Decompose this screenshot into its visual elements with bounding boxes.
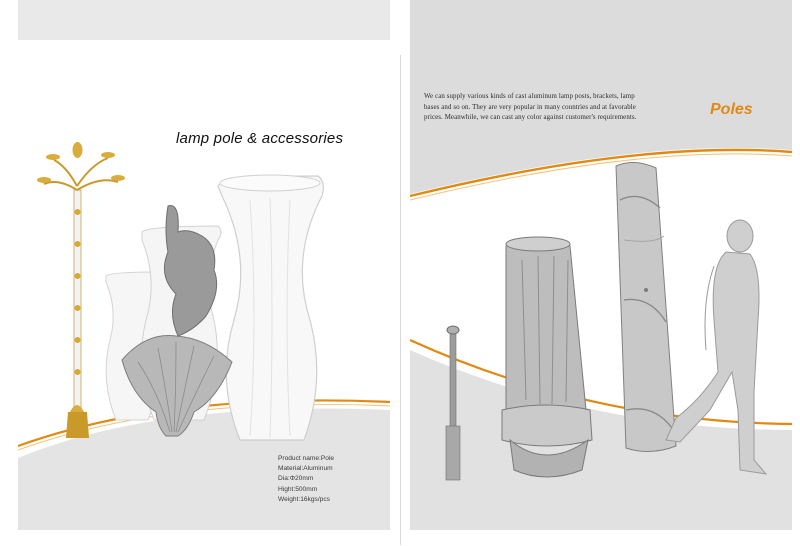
spec-line: Product name:Pole [278, 455, 335, 462]
cast-pole-base [502, 237, 592, 477]
page-fold [400, 55, 401, 545]
right-page [410, 0, 792, 530]
right-page-artwork [410, 0, 792, 530]
product-specs [278, 454, 334, 505]
page-title: lamp pole & accessories [176, 130, 344, 147]
spec-line: Material:Aluminum [278, 465, 333, 473]
left-page-artwork [18, 0, 390, 530]
section-heading: Poles [710, 101, 753, 118]
top-band [18, 0, 390, 40]
spec-line: Dia:Φ20mm [278, 475, 314, 483]
spec-line: Weight:16kgs/pcs [278, 495, 330, 503]
glass-lamp-shades [106, 175, 323, 440]
left-page [18, 0, 390, 530]
column-pole [616, 162, 676, 451]
spec-line: Hight:500mm [278, 485, 318, 493]
intro-paragraph: We can supply various kinds of cast aluminum lamp posts, brackets, lamp bases and so on. They are very popular in many countries and at favorable prices. Meanwhile, we can cast any color against customer's requirements. [424, 93, 637, 122]
